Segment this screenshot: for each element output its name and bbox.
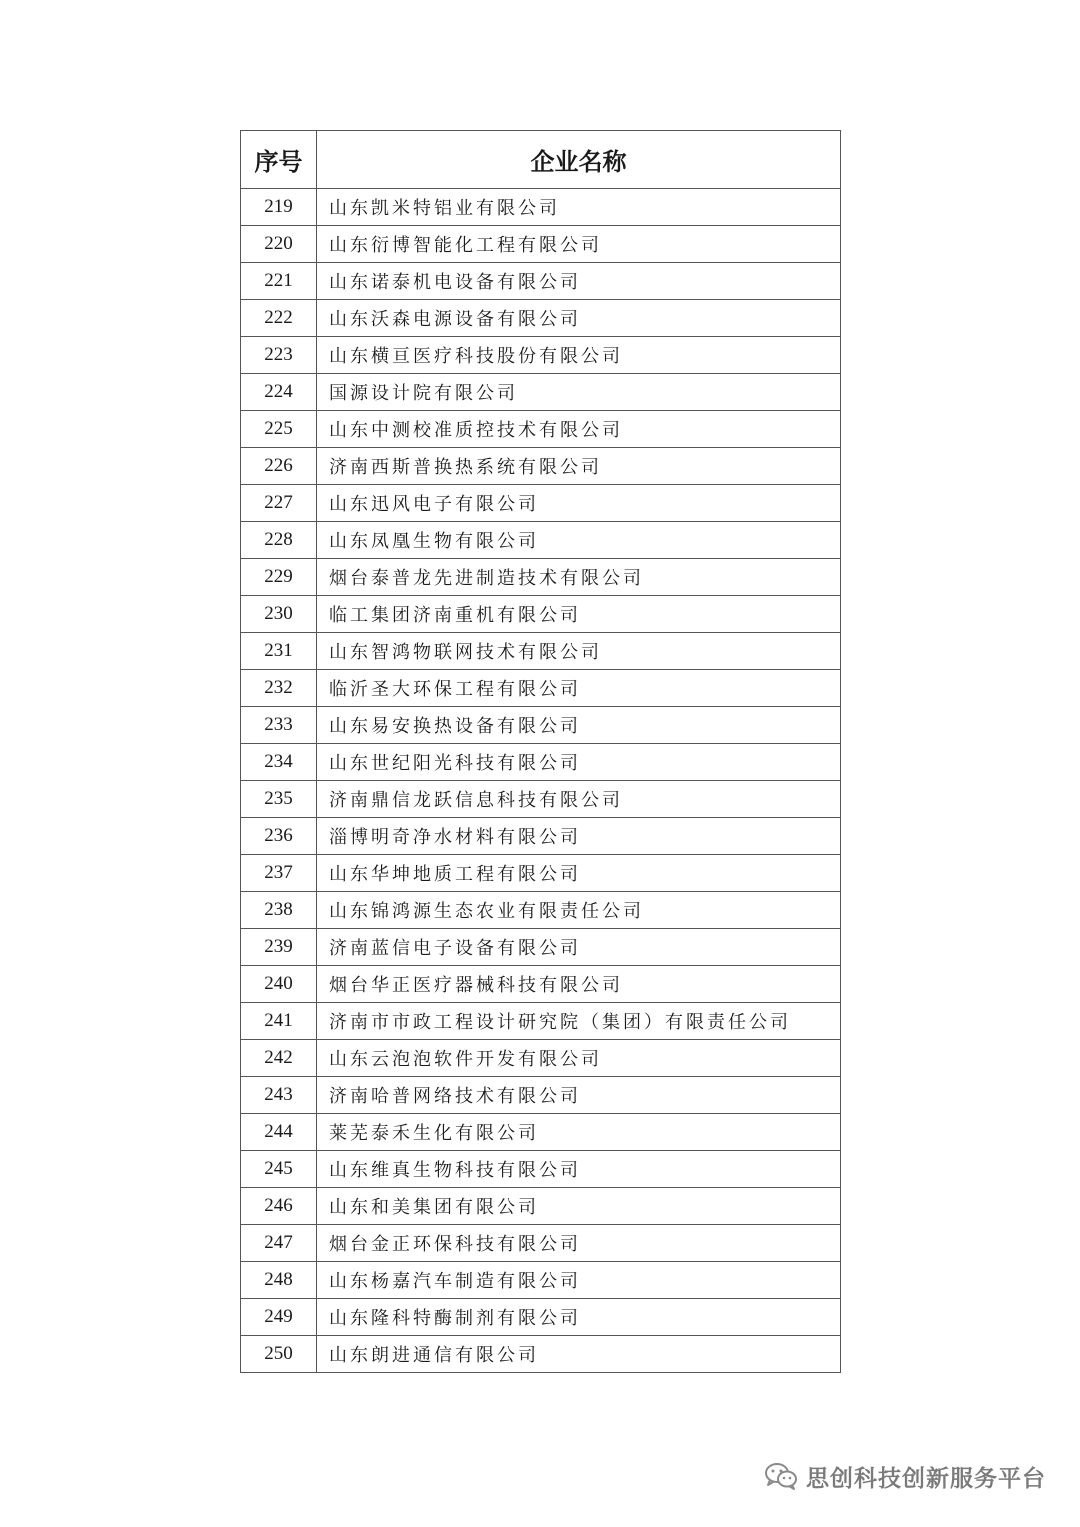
- row-index: 247: [241, 1225, 317, 1262]
- row-company-name: 山东世纪阳光科技有限公司: [317, 744, 841, 781]
- row-company-name: 山东杨嘉汽车制造有限公司: [317, 1262, 841, 1299]
- row-index: 229: [241, 559, 317, 596]
- row-company-name: 山东凤凰生物有限公司: [317, 522, 841, 559]
- row-company-name: 山东沃森电源设备有限公司: [317, 300, 841, 337]
- row-company-name: 山东易安换热设备有限公司: [317, 707, 841, 744]
- table-row: [241, 1003, 841, 1040]
- row-index: 219: [241, 189, 317, 226]
- header-company-name: 企业名称: [317, 131, 841, 189]
- row-index: 242: [241, 1040, 317, 1077]
- row-company-name: 山东衍博智能化工程有限公司: [317, 226, 841, 263]
- table-row: [241, 1188, 841, 1225]
- row-company-name: 山东凯米特铝业有限公司: [317, 189, 841, 226]
- row-index: 234: [241, 744, 317, 781]
- row-company-name: 济南蓝信电子设备有限公司: [317, 929, 841, 966]
- row-index: 223: [241, 337, 317, 374]
- row-company-name: 山东和美集团有限公司: [317, 1188, 841, 1225]
- table-row: [241, 374, 841, 411]
- table-row: [241, 263, 841, 300]
- row-index: 237: [241, 855, 317, 892]
- table-row: [241, 1040, 841, 1077]
- table-row: [241, 855, 841, 892]
- row-company-name: 山东横亘医疗科技股份有限公司: [317, 337, 841, 374]
- row-index: 220: [241, 226, 317, 263]
- row-index: 225: [241, 411, 317, 448]
- row-company-name: 烟台泰普龙先进制造技术有限公司: [317, 559, 841, 596]
- row-company-name: 淄博明奇净水材料有限公司: [317, 818, 841, 855]
- row-index: 232: [241, 670, 317, 707]
- table-row: [241, 559, 841, 596]
- row-index: 235: [241, 781, 317, 818]
- row-index: 236: [241, 818, 317, 855]
- table-body: [241, 189, 841, 1373]
- row-index: 230: [241, 596, 317, 633]
- table-row: [241, 1225, 841, 1262]
- table-row: [241, 633, 841, 670]
- row-index: 244: [241, 1114, 317, 1151]
- row-company-name: 山东朗进通信有限公司: [317, 1336, 841, 1373]
- row-index: 228: [241, 522, 317, 559]
- watermark-text: 思创科技创新服务平台: [806, 1465, 1046, 1492]
- row-index: 238: [241, 892, 317, 929]
- row-index: 243: [241, 1077, 317, 1114]
- row-index: 227: [241, 485, 317, 522]
- table-row: [241, 1114, 841, 1151]
- row-company-name: 济南鼎信龙跃信息科技有限公司: [317, 781, 841, 818]
- row-company-name: 山东隆科特酶制剂有限公司: [317, 1299, 841, 1336]
- company-table: [240, 130, 841, 1373]
- row-index: 239: [241, 929, 317, 966]
- row-index: 222: [241, 300, 317, 337]
- row-company-name: 济南哈普网络技术有限公司: [317, 1077, 841, 1114]
- watermark: [764, 1458, 1046, 1494]
- row-company-name: 山东维真生物科技有限公司: [317, 1151, 841, 1188]
- row-index: 233: [241, 707, 317, 744]
- table-row: [241, 1151, 841, 1188]
- row-company-name: 烟台华正医疗器械科技有限公司: [317, 966, 841, 1003]
- row-index: 246: [241, 1188, 317, 1225]
- row-company-name: 山东华坤地质工程有限公司: [317, 855, 841, 892]
- table-row: [241, 596, 841, 633]
- table-row: [241, 744, 841, 781]
- table-row: [241, 189, 841, 226]
- row-company-name: 莱芜泰禾生化有限公司: [317, 1114, 841, 1151]
- row-index: 250: [241, 1336, 317, 1373]
- row-index: 240: [241, 966, 317, 1003]
- wechat-icon: [764, 1462, 798, 1490]
- table-row: [241, 781, 841, 818]
- table-row: [241, 1262, 841, 1299]
- row-company-name: 临工集团济南重机有限公司: [317, 596, 841, 633]
- table-row: [241, 670, 841, 707]
- table-row: [241, 707, 841, 744]
- row-company-name: 国源设计院有限公司: [317, 374, 841, 411]
- table-row: [241, 226, 841, 263]
- table-row: [241, 892, 841, 929]
- row-company-name: 山东锦鸿源生态农业有限责任公司: [317, 892, 841, 929]
- table-row: [241, 522, 841, 559]
- table-row: [241, 1077, 841, 1114]
- row-company-name: 山东云泡泡软件开发有限公司: [317, 1040, 841, 1077]
- row-index: 224: [241, 374, 317, 411]
- table-row: [241, 485, 841, 522]
- row-company-name: 山东智鸿物联网技术有限公司: [317, 633, 841, 670]
- row-company-name: 临沂圣大环保工程有限公司: [317, 670, 841, 707]
- table-row: [241, 411, 841, 448]
- row-company-name: 济南市市政工程设计研究院（集团）有限责任公司: [317, 1003, 841, 1040]
- row-company-name: 济南西斯普换热系统有限公司: [317, 448, 841, 485]
- row-company-name: 山东诺泰机电设备有限公司: [317, 263, 841, 300]
- table-row: [241, 448, 841, 485]
- row-company-name: 烟台金正环保科技有限公司: [317, 1225, 841, 1262]
- row-index: 221: [241, 263, 317, 300]
- table-row: [241, 818, 841, 855]
- table-header-row: [241, 131, 841, 189]
- row-index: 248: [241, 1262, 317, 1299]
- row-index: 249: [241, 1299, 317, 1336]
- table-row: [241, 1299, 841, 1336]
- row-index: 241: [241, 1003, 317, 1040]
- header-index: 序号: [241, 131, 317, 189]
- table-row: [241, 337, 841, 374]
- row-index: 226: [241, 448, 317, 485]
- table-row: [241, 300, 841, 337]
- row-company-name: 山东迅风电子有限公司: [317, 485, 841, 522]
- table-row: [241, 929, 841, 966]
- row-index: 245: [241, 1151, 317, 1188]
- table-row: [241, 966, 841, 1003]
- row-company-name: 山东中测校准质控技术有限公司: [317, 411, 841, 448]
- table-row: [241, 1336, 841, 1373]
- row-index: 231: [241, 633, 317, 670]
